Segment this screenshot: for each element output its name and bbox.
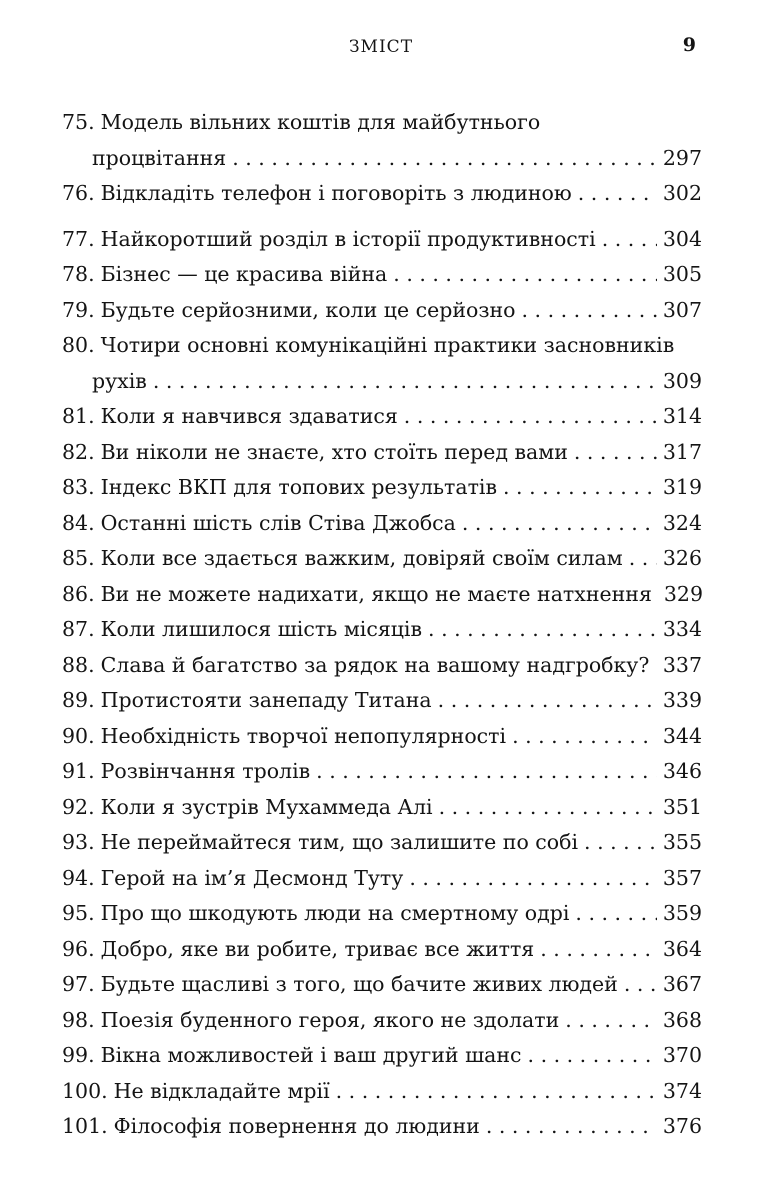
toc-entry-line (62, 1074, 702, 1110)
toc-entry (62, 105, 702, 176)
toc-entry-number: 80. (62, 333, 95, 357)
toc-entry-line (62, 683, 702, 719)
toc-entry-page: 376 (662, 1114, 702, 1138)
toc-entry-page: 370 (662, 1043, 702, 1067)
toc-entry (62, 399, 702, 435)
toc-entry-number: 75. (62, 110, 95, 134)
toc-entry-page: 314 (662, 404, 702, 428)
toc-entry-title: Індекс ВКП для топових результатів (100, 475, 498, 499)
toc-entry-number: 77. (62, 226, 95, 251)
toc-entry-page: 368 (662, 1007, 702, 1032)
dot-leader (486, 1109, 657, 1145)
toc-entry (62, 612, 702, 648)
toc-entry (62, 435, 702, 471)
toc-entry-number: 82. (62, 439, 95, 464)
toc-entry-line (62, 932, 702, 968)
toc-entry (62, 506, 702, 542)
toc-entry-title: Ви ніколи не знаєте, хто стоїть перед вами (100, 439, 568, 464)
toc-entry-page: 339 (662, 688, 702, 712)
toc-entry-title: Відкладіть телефон і поговоріть з людиною (100, 181, 572, 205)
toc-entry-page: 329 (663, 581, 704, 606)
toc-entry (62, 896, 702, 932)
toc-entry-page: 374 (662, 1078, 702, 1103)
toc-entry-line (62, 825, 702, 861)
dot-leader (153, 364, 657, 400)
toc-entry-title: Бізнес — це красива війна (100, 262, 388, 286)
toc-entry (62, 861, 702, 897)
toc-entry-line (62, 176, 702, 212)
toc-entry-number: 83. (62, 475, 95, 499)
toc-entry-line (62, 470, 702, 506)
toc-entry (62, 257, 702, 293)
toc-entry-title: Ви не можете надихати, якщо не маєте натхнення (100, 581, 652, 606)
toc-entry-line (62, 1038, 702, 1074)
toc-entry-page: 324 (662, 510, 702, 535)
toc-entry (62, 1109, 702, 1145)
dot-leader (462, 506, 657, 542)
toc-entry-title: Слава й багатство за рядок на вашому надгробку? (100, 652, 650, 677)
toc-entry (62, 1074, 702, 1110)
toc-entry-number: 101. (62, 1114, 108, 1138)
dot-leader (602, 222, 657, 258)
toc-entry (62, 719, 702, 755)
toc-entry-page: 367 (662, 972, 702, 996)
toc-entry-line (62, 222, 702, 258)
page-header (0, 34, 762, 60)
toc-entry-title: Поезія буденного героя, якого не здолати (100, 1007, 560, 1032)
toc-entry-number: 94. (62, 865, 95, 890)
toc-entry-page: 357 (662, 865, 702, 890)
toc-entry-number: 76. (62, 181, 95, 205)
toc-entry-page: 355 (662, 830, 702, 854)
toc-entry-title: Останні шість слів Стіва Джобса (100, 510, 456, 535)
toc-entry-page: 359 (662, 901, 702, 925)
section-title: ЗМІСТ (348, 37, 414, 57)
toc-entry-page: 344 (662, 723, 702, 748)
toc-entry-line (62, 257, 702, 293)
toc-entry-number: 81. (62, 404, 95, 428)
toc-entry-line (62, 861, 702, 897)
toc-entry (62, 825, 702, 861)
toc-entry (62, 754, 702, 790)
toc-entry-number: 91. (62, 759, 95, 783)
toc-entry-line (62, 648, 702, 684)
toc-entry-title: Коли я зустрів Мухаммеда Алі (100, 794, 433, 819)
toc-entry-line (62, 105, 702, 141)
toc-entry-title: Чотири основні комунікаційні практики засновників (100, 333, 675, 357)
toc-entry-line (62, 577, 702, 613)
toc-entry-page: 326 (662, 546, 702, 570)
toc-entry-page: 304 (662, 226, 702, 251)
toc-entry (62, 1038, 702, 1074)
toc-entry-number: 100. (62, 1078, 108, 1103)
dot-leader (574, 435, 657, 471)
dot-leader (232, 141, 657, 177)
dot-leader (428, 612, 657, 648)
toc-entry-page: 305 (662, 262, 702, 286)
toc-entry-page: 302 (662, 181, 702, 205)
toc-entry-number: 84. (62, 510, 95, 535)
toc-entry-title: Коли все здається важким, довіряй своїм силам (100, 546, 623, 570)
toc-entry (62, 967, 702, 1003)
toc-entry-number: 87. (62, 617, 95, 641)
dot-leader (540, 932, 657, 968)
dot-leader (522, 293, 657, 329)
dot-leader (439, 790, 657, 826)
toc-entry-page: 297 (662, 145, 702, 170)
toc-entry-page: 319 (662, 475, 702, 499)
toc-entry-line (62, 790, 702, 826)
toc-entry-page: 337 (662, 652, 702, 677)
toc-entry-line (62, 141, 702, 177)
toc-entry-title: Не відкладайте мрії (113, 1078, 330, 1103)
toc-entry-page: 334 (662, 617, 702, 641)
toc-entry-line (62, 1003, 702, 1039)
toc-entry-number: 90. (62, 723, 95, 748)
toc-entry-page: 317 (662, 439, 702, 464)
dot-leader (512, 719, 657, 755)
toc-entry-page: 364 (662, 936, 702, 961)
toc-entry-line (62, 967, 702, 1003)
toc-entry-line (62, 399, 702, 435)
toc-entry-number: 96. (62, 936, 95, 961)
toc-entry-number: 95. (62, 901, 95, 925)
toc-entry-title: Про що шкодують люди на смертному одрі (100, 901, 570, 925)
dot-leader (438, 683, 657, 719)
dot-leader (316, 754, 657, 790)
toc-entry-title: Коли я навчився здаватися (100, 404, 398, 428)
toc-entry-number: 98. (62, 1007, 95, 1032)
toc-entry-number: 85. (62, 546, 95, 570)
toc-entry-title: Модель вільних коштів для майбутнього (100, 110, 541, 134)
dot-leader (629, 541, 657, 577)
dot-leader (584, 825, 657, 861)
dot-leader (503, 470, 657, 506)
dot-leader (575, 896, 656, 932)
toc-entry (62, 648, 702, 684)
toc-entry-number: 93. (62, 830, 95, 854)
toc-entry-title-continued: процвітання (92, 145, 227, 170)
toc-entry (62, 470, 702, 506)
toc-entry-title: Не переймайтеся тим, що залишите по собі (100, 830, 579, 854)
toc-entry (62, 293, 702, 329)
dot-leader (404, 399, 657, 435)
toc-entry-title: Протистояти занепаду Титана (100, 688, 432, 712)
toc-entry-title: Найкоротший розділ в історії продуктивності (100, 226, 596, 251)
toc-entry-line (62, 754, 702, 790)
toc-entry-line (62, 541, 702, 577)
page-number: 9 (682, 34, 696, 56)
toc-entry-page: 351 (662, 794, 702, 819)
dot-leader (336, 1074, 657, 1110)
toc-entry-number: 92. (62, 794, 95, 819)
dot-leader (565, 1003, 657, 1039)
toc-entry-number: 79. (62, 297, 95, 322)
toc-entry-title: Герой на ім’я Десмонд Туту (100, 865, 404, 890)
toc-entry-title: Будьте серйозними, коли це серйозно (100, 297, 516, 322)
toc-entry-page: 307 (662, 297, 702, 322)
toc-entry (62, 1003, 702, 1039)
dot-leader (624, 967, 657, 1003)
toc-entry-title: Коли лишилося шість місяців (100, 617, 423, 641)
toc-entry-number: 99. (62, 1043, 95, 1067)
toc-entry (62, 932, 702, 968)
toc-entry-title: Вікна можливостей і ваш другий шанс (100, 1043, 522, 1067)
toc-entry-title-continued: рухів (92, 368, 147, 393)
toc-entry (62, 683, 702, 719)
toc-entry-line (62, 612, 702, 648)
toc-entry-number: 86. (62, 581, 95, 606)
toc-entry (62, 577, 702, 613)
toc-entry-title: Необхідність творчої непопулярності (100, 723, 507, 748)
toc-entry (62, 790, 702, 826)
toc-entry (62, 541, 702, 577)
dot-leader (578, 176, 657, 212)
toc-entry (62, 328, 702, 399)
toc-entry-title: Розвінчання тролів (100, 759, 311, 783)
dot-leader (528, 1038, 657, 1074)
toc-entry-line (62, 328, 702, 364)
dot-leader (655, 648, 656, 684)
dot-leader (409, 861, 657, 897)
toc-entry-line (62, 896, 702, 932)
toc-entry-line (62, 719, 702, 755)
toc-entry-page: 346 (662, 759, 702, 783)
table-of-contents (62, 105, 702, 1145)
toc-entry-number: 78. (62, 262, 95, 286)
toc-entry-title: Будьте щасливі з того, що бачите живих людей (100, 972, 618, 996)
toc-entry-line (62, 364, 702, 400)
dot-leader (393, 257, 657, 293)
toc-entry (62, 222, 702, 258)
toc-entry-line (62, 435, 702, 471)
toc-entry-number: 97. (62, 972, 95, 996)
toc-entry-number: 88. (62, 652, 95, 677)
toc-entry-line (62, 1109, 702, 1145)
toc-entry-line (62, 293, 702, 329)
toc-entry-title: Філософія повернення до людини (113, 1114, 480, 1138)
toc-entry-number: 89. (62, 688, 95, 712)
toc-entry-page: 309 (662, 368, 702, 393)
toc-entry-title: Добро, яке ви робите, триває все життя (100, 936, 535, 961)
toc-entry-line (62, 506, 702, 542)
toc-entry (62, 176, 702, 212)
